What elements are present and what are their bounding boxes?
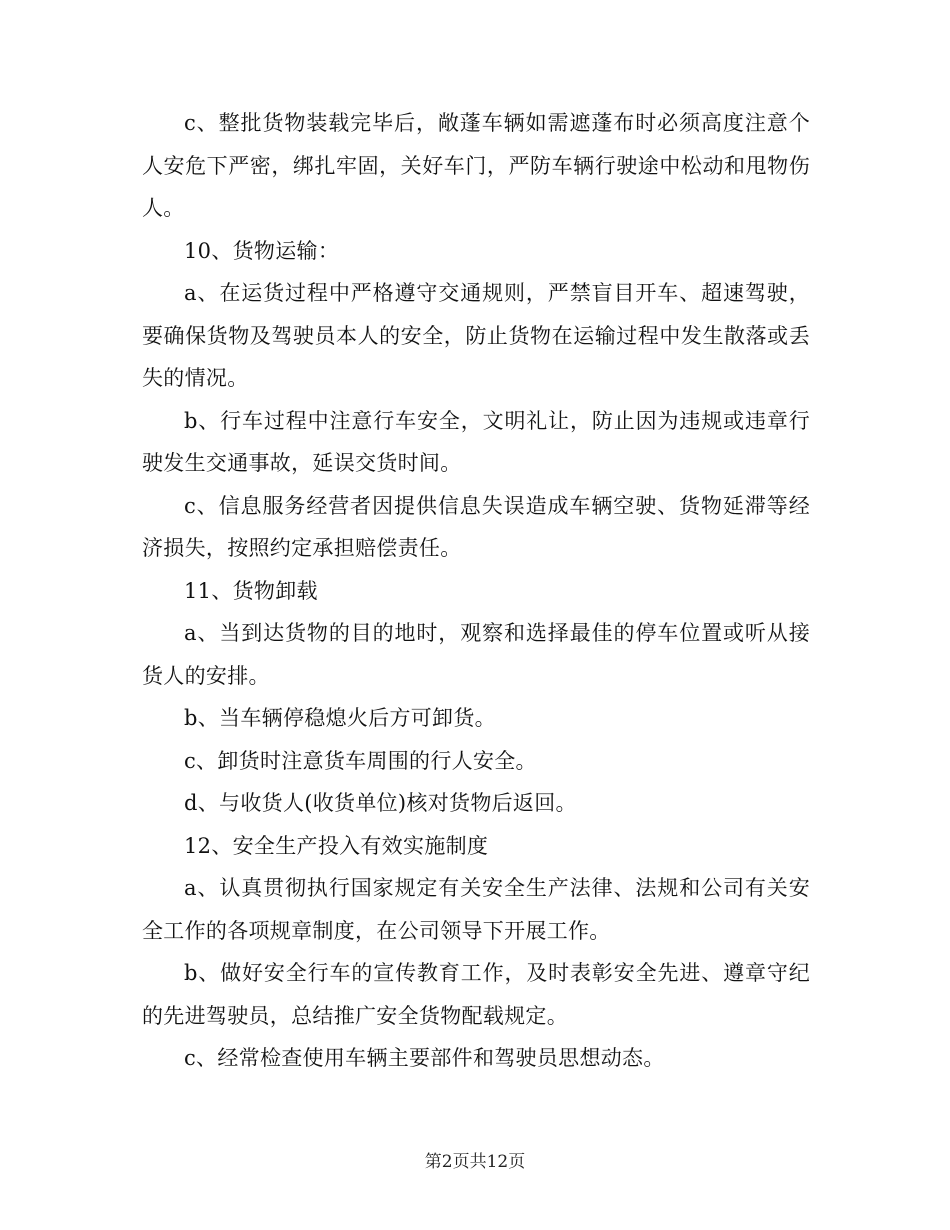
paragraph-safety-b: b、做好安全行车的宣传教育工作，及时表彰安全先进、遵章守纪的先进驾驶员，总结推广安全货物配载规定。 bbox=[142, 961, 810, 1028]
paragraph-unloading-a: a、当到达货物的目的地时，观察和选择最佳的停车位置或听从接货人的安排。 bbox=[142, 621, 810, 688]
paragraph-loading-c: c、整批货物装载完毕后，敞蓬车辆如需遮蓬布时必须高度注意个人安危下严密，绑扎牢固，关好车门，严防车辆行驶途中松动和甩物伤人。 bbox=[142, 111, 810, 220]
paragraph-transport-c: c、信息服务经营者因提供信息失误造成车辆空驶、货物延滞等经济损失，按照约定承担赔偿责任。 bbox=[142, 493, 810, 560]
paragraph-unloading-d: d、与收货人(收货单位)核对货物后返回。 bbox=[184, 791, 577, 815]
paragraph-unloading-c: c、卸货时注意货车周围的行人安全。 bbox=[184, 748, 537, 773]
paragraph-unloading-b: b、当车辆停稳熄火后方可卸货。 bbox=[184, 706, 496, 730]
paragraph-transport-a: a、在运货过程中严格遵守交通规则，严禁盲目开车、超速驾驶，要确保货物及驾驶员本人的安全，防止货物在运输过程中发生散落或丢失的情况。 bbox=[142, 281, 810, 390]
paragraph-transport-b: b、行车过程中注意行车安全，文明礼让，防止因为违规或违章行驶发生交通事故，延误交货时间。 bbox=[142, 408, 810, 475]
document-body bbox=[142, 102, 810, 1080]
section-heading-unloading: 11、货物卸载 bbox=[184, 578, 318, 603]
page-number-footer: 第2页共12页 bbox=[424, 1152, 526, 1172]
section-heading-transport: 10、货物运输： bbox=[184, 238, 340, 263]
paragraph-safety-a: a、认真贯彻执行国家规定有关安全生产法律、法规和公司有关安全工作的各项规章制度，在公司领导下开展工作。 bbox=[142, 876, 810, 943]
section-heading-safety-investment: 12、安全生产投入有效实施制度 bbox=[184, 833, 489, 858]
paragraph-safety-c: c、经常检查使用车辆主要部件和驾驶员思想动态。 bbox=[184, 1046, 665, 1070]
